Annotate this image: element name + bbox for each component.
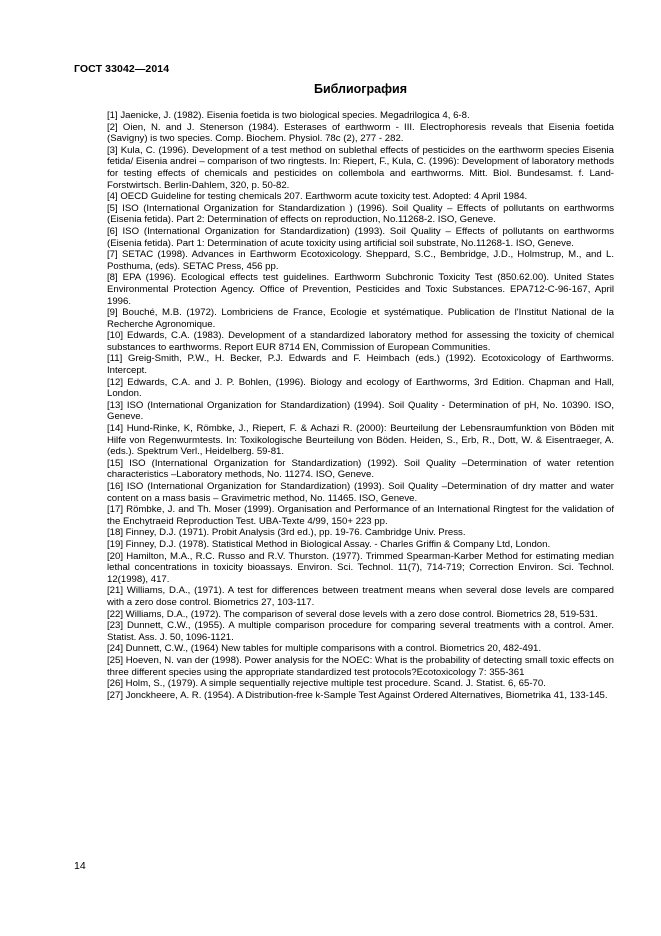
page-title: Библиография (313, 82, 408, 96)
reference-item: [20] Hamilton, M.A., R.C. Russo and R.V. Thurston. (1977). Trimmed Spearman-Karber Method for estimating median lethal concentrations in toxicity bioassays. Environ. Sci. Technol. 11(7), 714-719; Correction Environ. Sci. Technol. 12(1998), 417. (107, 550, 614, 585)
reference-item: [3] Kula, C. (1996). Development of a test method on sublethal effects of pesticides on the earthworm species Eisenia fetida/ Eisenia andrei – comparison of two ringtests. In: Riepert, F., Kula, C. (1996): Development of laboratory methods for testing effects of chemicals and pesticides on collembola and earthworms. Mitt. Biol. Bundesamst. f. Land- Forstwirtsch. Berlin-Dahlem, 320, p. 50-82. (107, 144, 614, 191)
reference-item: [9] Bouché, M.B. (1972). Lombriciens de France, Ecologie et systématique. Publication de l'Institut National de la Recherche Agronomique. (107, 307, 614, 330)
reference-item: [5] ISO (International Organization for Standardization ) (1996). Soil Quality – Effects of pollutants on earthworms (Eisenia fetida). Part 2: Determination of effects on reproduction, No.11268-2. ISO, Geneve. (107, 202, 614, 226)
reference-item: [19] Finney, D.J. (1978). Statistical Method in Biological Assay. - Charles Griffin & Company Ltd, London. (107, 538, 551, 550)
page-number: 14 (74, 860, 86, 872)
reference-item: [6] ISO (International Organization for Standardization) (1993). Soil Quality – Effects of pollutants on earthworms (Eisenia fetida). Part 1: Determination of acute toxicity using artificial soil substrate, No.11268-1. ISO, Geneve. (107, 225, 614, 249)
reference-item: [21] Williams, D.A., (1971). A test for differences between treatment means when several dose levels are compared with a zero dose control. Biometrics 27, 103-117. (107, 585, 614, 608)
reference-item: [7] SETAC (1998). Advances in Earthworm Ecotoxicology. Sheppard, S.C., Bembridge, J.D., Holmstrup, M., and L. Posthuma, (eds). SETAC Press, 456 pp. (107, 249, 614, 272)
reference-item: [1] Jaenicke, J. (1982). Eisenia foetida is two biological species. Megadrilogica 4, 6-8. (107, 110, 470, 121)
reference-item: [26] Holm, S., (1979). A simple sequentially rejective multiple test procedure. Scand. J. Statist. 6, 65-70. (107, 678, 546, 690)
reference-item: [17] Römbke, J. and Th. Moser (1999). Organisation and Performance of an International Ringtest for the validation of the Enchytraeid Reproduction Test. UBA-Texte 4/99, 150+ 223 pp. (107, 504, 614, 527)
bibliography-list (107, 110, 614, 701)
reference-item: [23] Dunnett, C.W., (1955). A multiple comparison procedure for comparing several treatments with a control. Amer. Statist. Ass. J. 50, 1096-1121. (107, 620, 614, 643)
reference-item: [14] Hund-Rinke, K, Römbke, J., Riepert, F. & Achazi R. (2000): Beurteilung der Lebensraumfunktion von Böden mit Hilfe von Regenwurmtests. In: Toxikologische Beurteilung von Böden. Heiden, S., Erb, R., Dott, W. & Eisentraeger, A. (eds.). Spektrum Verl., Heidelberg. 59-81. (107, 423, 614, 458)
reference-item: [2] Oien, N. and J. Stenerson (1984). Esterases of earthworm - III. Electrophoresis reveals that Eisenia foetida (Savigny) is two species. Comp. Biochem. Physiol. 78c (2), 277 - 282. (107, 121, 614, 145)
standard-code: ГОСТ 33042—2014 (74, 63, 170, 75)
reference-item: [4] OECD Guideline for testing chemicals 207. Earthworm acute toxicity test. Adopted: 4 April 1984. (107, 191, 528, 203)
reference-item: [18] Finney, D.J. (1971). Probit Analysis (3rd ed.), pp. 19-76. Cambridge Univ. Press. (107, 527, 466, 539)
reference-item: [16] ISO (International Organization for Standardization) (1993). Soil Quality –Determination of dry matter and water content on a mass basis – Gravimetric method, No. 11465. ISO, Geneve. (107, 481, 614, 504)
reference-item: [11] Greig-Smith, P.W., H. Becker, P.J. Edwards and F. Heimbach (eds.) (1992). Ecotoxicology of Earthworms. Intercept. (107, 353, 614, 377)
reference-item: [12] Edwards, C.A. and J. P. Bohlen, (1996). Biology and ecology of Earthworms, 3rd Edition. Chapman and Hall, London. (107, 376, 614, 400)
reference-item: [24] Dunnett, C.W., (1964) New tables for multiple comparisons with a control. Biometrics 20, 482-491. (107, 643, 542, 655)
reference-item: [15] ISO (International Organization for Standardization) (1992). Soil Quality –Determination of water retention characteristics –Laboratory methods, No. 11274. ISO, Geneve. (107, 457, 614, 481)
reference-item: [25] Hoeven, N. van der (1998). Power analysis for the NOEC: What is the probability of detecting small toxic effects on three different species using the appropriate standardized test protocols?Ecotoxicology 7: 355-361 (107, 654, 614, 678)
reference-item: [22] Williams, D.A., (1972). The comparison of several dose levels with a zero dose control. Biometrics 28, 519-531. (107, 608, 598, 620)
reference-item: [10] Edwards, C.A. (1983). Development of a standardized laboratory method for assessing the toxicity of chemical substances to earthworms. Report EUR 8714 EN, Commission of European Communities. (107, 330, 614, 353)
reference-item: [27] Jonckheere, A. R. (1954). A Distribution-free k-Sample Test Against Ordered Alternatives, Biometrika 41, 133-145. (107, 689, 608, 701)
reference-item: [8] EPA (1996). Ecological effects test guidelines. Earthworm Subchronic Toxicity Test (850.62.00). United States Environmental Protection Agency. Office of Prevention, Pesticides and Toxic Substances. EPA712-C-96-167, April 1996. (107, 272, 614, 307)
reference-item: [13] ISO (International Organization for Standardization) (1994). Soil Quality - Determination of pH, No. 10390. ISO, Geneve. (107, 399, 614, 423)
